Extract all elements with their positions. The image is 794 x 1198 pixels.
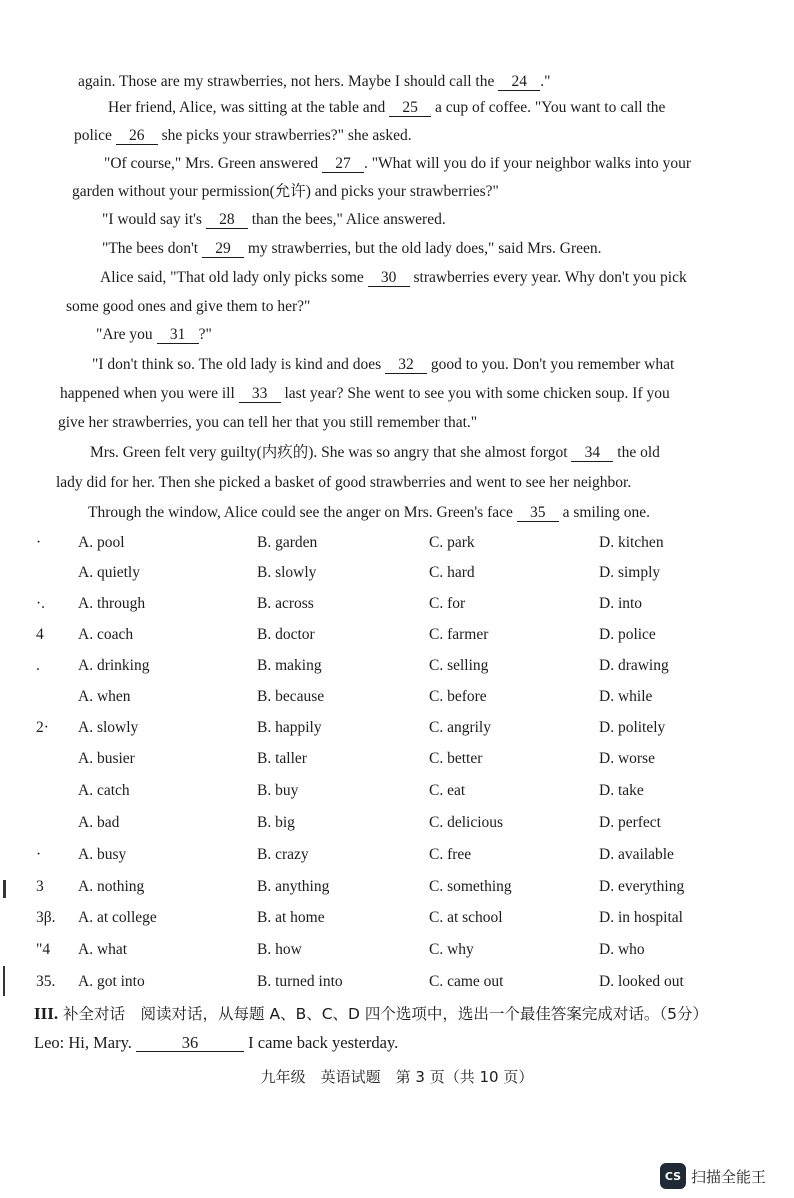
question-row <box>0 909 794 931</box>
question-number: 35. <box>36 973 56 990</box>
line-text: than the bees," Alice answered. <box>251 211 446 228</box>
option-c[interactable]: C. eat <box>429 782 466 799</box>
option-b[interactable]: B. crazy <box>257 846 309 863</box>
line-text: lady did for her. Then she picked a basket of good strawberries and went to see her neighbor. <box>56 474 632 491</box>
blank-36[interactable]: 36 <box>136 1034 244 1052</box>
blank-32[interactable]: 32 <box>385 356 427 374</box>
line-text: ." <box>540 73 551 90</box>
blank-24[interactable]: 24 <box>498 73 540 91</box>
option-c[interactable]: C. delicious <box>429 814 504 831</box>
camscanner-logo-icon: CS <box>660 1163 686 1189</box>
line-text: a smiling one. <box>562 504 651 521</box>
passage-line-13 <box>58 413 477 433</box>
question-row <box>0 719 794 741</box>
option-b[interactable]: B. garden <box>257 534 318 551</box>
blank-33[interactable]: 33 <box>239 385 281 403</box>
section-heading <box>34 1002 708 1024</box>
option-c[interactable]: C. selling <box>429 657 489 674</box>
option-a[interactable]: A. catch <box>78 782 130 799</box>
option-c[interactable]: C. something <box>429 878 512 895</box>
option-b[interactable]: B. big <box>257 814 295 831</box>
option-b[interactable]: B. doctor <box>257 626 315 643</box>
option-b[interactable]: B. making <box>257 657 322 674</box>
line-text: Through the window, Alice could see the anger on Mrs. Green's face <box>88 504 513 521</box>
question-row <box>0 846 794 868</box>
line-text: a cup of coffee. "You want to call the <box>434 99 666 116</box>
blank-31[interactable]: 31 <box>157 326 199 344</box>
option-a[interactable]: A. when <box>78 688 131 705</box>
blank-27[interactable]: 27 <box>322 155 364 173</box>
option-b[interactable]: B. turned into <box>257 973 343 990</box>
option-c[interactable]: C. free <box>429 846 472 863</box>
passage-line-9 <box>66 297 310 317</box>
question-row <box>0 534 794 556</box>
question-number: "4 <box>36 941 51 958</box>
question-number: · <box>36 846 42 863</box>
blank-25[interactable]: 25 <box>389 99 431 117</box>
scan-edge-mark <box>3 880 6 898</box>
option-d[interactable]: D. take <box>599 782 644 799</box>
option-c[interactable]: C. hard <box>429 564 475 581</box>
option-d[interactable]: D. in hospital <box>599 909 683 926</box>
question-number: · <box>36 534 42 551</box>
option-d[interactable]: D. police <box>599 626 656 643</box>
line-text: the old <box>617 444 660 461</box>
option-d[interactable]: D. simply <box>599 564 661 581</box>
option-d[interactable]: D. kitchen <box>599 534 664 551</box>
speaker-name: Leo: <box>34 1033 65 1052</box>
blank-34[interactable]: 34 <box>571 444 613 462</box>
passage-line-10 <box>96 325 212 345</box>
option-d[interactable]: D. worse <box>599 750 655 767</box>
blank-35[interactable]: 35 <box>517 504 559 522</box>
question-row <box>0 814 794 836</box>
question-number: . <box>36 657 40 674</box>
line-text: last year? She went to see you with some chicken soup. If you <box>284 385 670 402</box>
scan-edge-mark <box>3 966 5 996</box>
option-b[interactable]: B. how <box>257 941 302 958</box>
question-number: 3 <box>36 878 44 895</box>
option-a[interactable]: A. quietly <box>78 564 140 581</box>
line-text: "Of course," Mrs. Green answered <box>104 155 319 172</box>
line-text: strawberries every year. Why don't you pick <box>413 269 687 286</box>
passage-line-15 <box>56 473 631 493</box>
option-a[interactable]: A. pool <box>78 534 125 551</box>
line-text: some good ones and give them to her?" <box>66 298 311 315</box>
option-a[interactable]: A. through <box>78 595 146 612</box>
line-text: "I would say it's <box>102 211 202 228</box>
option-d[interactable]: D. drawing <box>599 657 669 674</box>
passage-line-1 <box>78 72 550 92</box>
line-text: "I don't think so. The old lady is kind and does <box>92 356 382 373</box>
option-a[interactable]: A. busier <box>78 750 135 767</box>
option-a[interactable]: A. got into <box>78 973 145 990</box>
question-row <box>0 750 794 772</box>
line-text: garden without your permission(允许) and picks your strawberries?" <box>72 183 499 200</box>
option-a[interactable]: A. what <box>78 941 128 958</box>
scanner-watermark <box>660 1163 766 1189</box>
option-b[interactable]: B. buy <box>257 782 299 799</box>
option-c[interactable]: C. before <box>429 688 487 705</box>
passage-line-4 <box>104 154 691 174</box>
option-c[interactable]: C. better <box>429 750 483 767</box>
option-c[interactable]: C. park <box>429 534 475 551</box>
question-row <box>0 657 794 679</box>
page-footer: 九年级 英语试题 第 3 页（共 10 页） <box>260 1068 534 1086</box>
question-row <box>0 973 794 995</box>
line-text: "The bees don't <box>102 240 199 257</box>
question-row <box>0 564 794 586</box>
passage-line-11 <box>92 355 674 375</box>
line-text: again. Those are my strawberries, not hers. Maybe I should call the <box>78 73 495 90</box>
option-c[interactable]: C. for <box>429 595 466 612</box>
blank-26[interactable]: 26 <box>116 127 158 145</box>
option-d[interactable]: D. available <box>599 846 674 863</box>
passage-line-3 <box>74 126 412 146</box>
line-text: she picks your strawberries?" she asked. <box>161 127 412 144</box>
line-text: . "What will you do if your neighbor walks into your <box>363 155 692 172</box>
line-text: "Are you <box>96 326 153 343</box>
option-d[interactable]: D. politely <box>599 719 666 736</box>
option-d[interactable]: D. into <box>599 595 643 612</box>
dialog-line <box>34 1033 398 1053</box>
line-text: my strawberries, but the old lady does," said Mrs. Green. <box>247 240 602 257</box>
question-number: 4 <box>36 626 44 643</box>
option-b[interactable]: B. at home <box>257 909 325 926</box>
line-text: ?" <box>198 326 212 343</box>
passage-line-12 <box>60 384 670 404</box>
passage-line-5 <box>72 182 499 202</box>
question-row <box>0 626 794 648</box>
option-a[interactable]: A. bad <box>78 814 120 831</box>
option-b[interactable]: B. anything <box>257 878 330 895</box>
option-d[interactable]: D. perfect <box>599 814 661 831</box>
question-row <box>0 688 794 710</box>
question-number: 2· <box>36 719 49 736</box>
option-b[interactable]: B. happily <box>257 719 322 736</box>
option-a[interactable]: A. slowly <box>78 719 139 736</box>
option-c[interactable]: C. why <box>429 941 474 958</box>
option-c[interactable]: C. farmer <box>429 626 489 643</box>
option-d[interactable]: D. who <box>599 941 645 958</box>
passage-line-6 <box>102 210 446 230</box>
section-instructions: 补全对话 阅读对话，从每题 A、B、C、D 四个选项中，选出一个最佳答案完成对话。（5分） <box>63 1005 709 1023</box>
passage-line-7 <box>102 239 602 259</box>
option-b[interactable]: B. taller <box>257 750 307 767</box>
option-a[interactable]: A. drinking <box>78 657 150 674</box>
line-text: Her friend, Alice, was sitting at the table and <box>108 99 386 116</box>
passage-line-16 <box>88 503 650 523</box>
option-c[interactable]: C. came out <box>429 973 504 990</box>
line-text: happened when you were ill <box>60 385 235 402</box>
question-row <box>0 595 794 617</box>
option-b[interactable]: B. across <box>257 595 314 612</box>
section-number: III. <box>34 1004 59 1023</box>
option-d[interactable]: D. everything <box>599 878 685 895</box>
line-text: police <box>74 127 112 144</box>
question-row <box>0 782 794 804</box>
dialog-text: Hi, Mary. <box>68 1033 132 1052</box>
option-a[interactable]: A. nothing <box>78 878 145 895</box>
line-text: give her strawberries, you can tell her that you still remember that." <box>58 414 478 431</box>
line-text: good to you. Don't you remember what <box>430 356 675 373</box>
option-d[interactable]: D. looked out <box>599 973 684 990</box>
question-number: 3β. <box>36 909 56 926</box>
option-a[interactable]: A. busy <box>78 846 127 863</box>
option-d[interactable]: D. while <box>599 688 653 705</box>
line-text: Alice said, "That old lady only picks some <box>100 269 364 286</box>
option-b[interactable]: B. slowly <box>257 564 317 581</box>
question-row <box>0 878 794 900</box>
question-row <box>0 941 794 963</box>
line-text: Mrs. Green felt very guilty(内疚的). She was so angry that she almost forgot <box>90 444 568 461</box>
question-number: ·. <box>36 595 46 612</box>
blank-29[interactable]: 29 <box>202 240 244 258</box>
passage-line-8 <box>100 268 687 288</box>
option-c[interactable]: C. at school <box>429 909 503 926</box>
blank-28[interactable]: 28 <box>206 211 248 229</box>
blank-30[interactable]: 30 <box>368 269 410 287</box>
watermark-text: 扫描全能王 <box>691 1167 767 1186</box>
option-a[interactable]: A. at college <box>78 909 157 926</box>
option-b[interactable]: B. because <box>257 688 325 705</box>
dialog-text: I came back yesterday. <box>248 1033 399 1052</box>
option-a[interactable]: A. coach <box>78 626 134 643</box>
passage-line-2 <box>108 98 665 118</box>
passage-line-14 <box>90 443 660 463</box>
option-c[interactable]: C. angrily <box>429 719 491 736</box>
